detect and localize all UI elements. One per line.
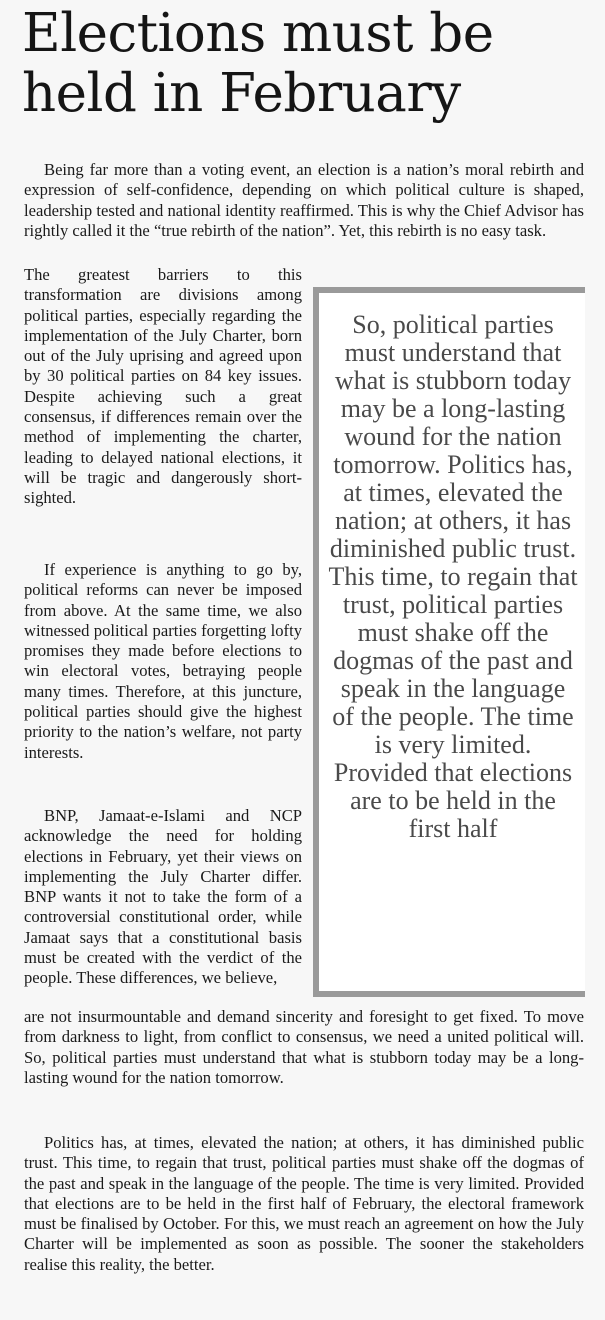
paragraph-intro: Being far more than a voting event, an election is a nation’s moral rebirth and expression of self-confidence, depending on which political culture is shaped, leadership tested and national identity reaffirmed. This is why the Chief Advisor has rightly called it the “true rebirth of the nation”. Yet, this rebirth is no easy task. <box>24 160 584 240</box>
paragraph-conclusion: Politics has, at times, elevated the nation; at others, it has diminished public trust. This time, to regain that trust, political parties must shake off the dogmas of the past and speak in the language of the people. The time is very limited. Provided that elections are to be held in the first half of February, the electoral framework must be finalised by October. For this, we must reach an agreement on how the July Charter will be implemented as soon as possible. The sooner the stakeholders realise this reality, the better. <box>24 1133 584 1274</box>
pull-quote-box <box>313 287 585 997</box>
paragraph-experience: If experience is anything to go by, political reforms can never be imposed from above. At the same time, we also witnessed political parties forgetting lofty promises they made before elections to win electoral votes, betraying people many times. Therefore, at this juncture, political parties should give the highest priority to the nation’s welfare, not party interests. <box>24 560 302 762</box>
pull-quote-text: So, political parties must understand that what is stubborn today may be a long-lasting wound for the nation tomorrow. Politics has, at times, elevated the nation; at others, it has diminished public trust. This time, to regain that trust, political parties must shake off the dogmas of the past and speak in the language of the people. The time is very limited. Provided that elections are to be held in the first half <box>328 310 578 843</box>
paragraph-continuation: are not insurmountable and demand sincerity and foresight to get fixed. To move from darkness to light, from conflict to consensus, we need a united political will. So, political parties must understand that what is stubborn today may be a long-lasting wound for the nation tomorrow. <box>24 1007 584 1087</box>
headline: Elections must be held in February <box>22 3 494 124</box>
paragraph-parties-views: BNP, Jamaat-e-Islami and NCP acknowledge the need for holding elections in February, yet their views on implementing the July Charter differ. BNP wants it not to take the form of a controversial constitutional order, while Jamaat says that a constitutional basis must be created with the verdict of the people. These differences, we believe, <box>24 806 302 988</box>
paragraph-barriers: The greatest barriers to this transformation are divisions among political parties, especially regarding the implementation of the July Charter, born out of the July uprising and agreed upon by 30 political parties on 84 key issues. Despite achieving such a great consensus, if differences remain over the method of implementing the charter, leading to delayed national elections, it will be tragic and dangerously short-sighted. <box>24 265 302 508</box>
